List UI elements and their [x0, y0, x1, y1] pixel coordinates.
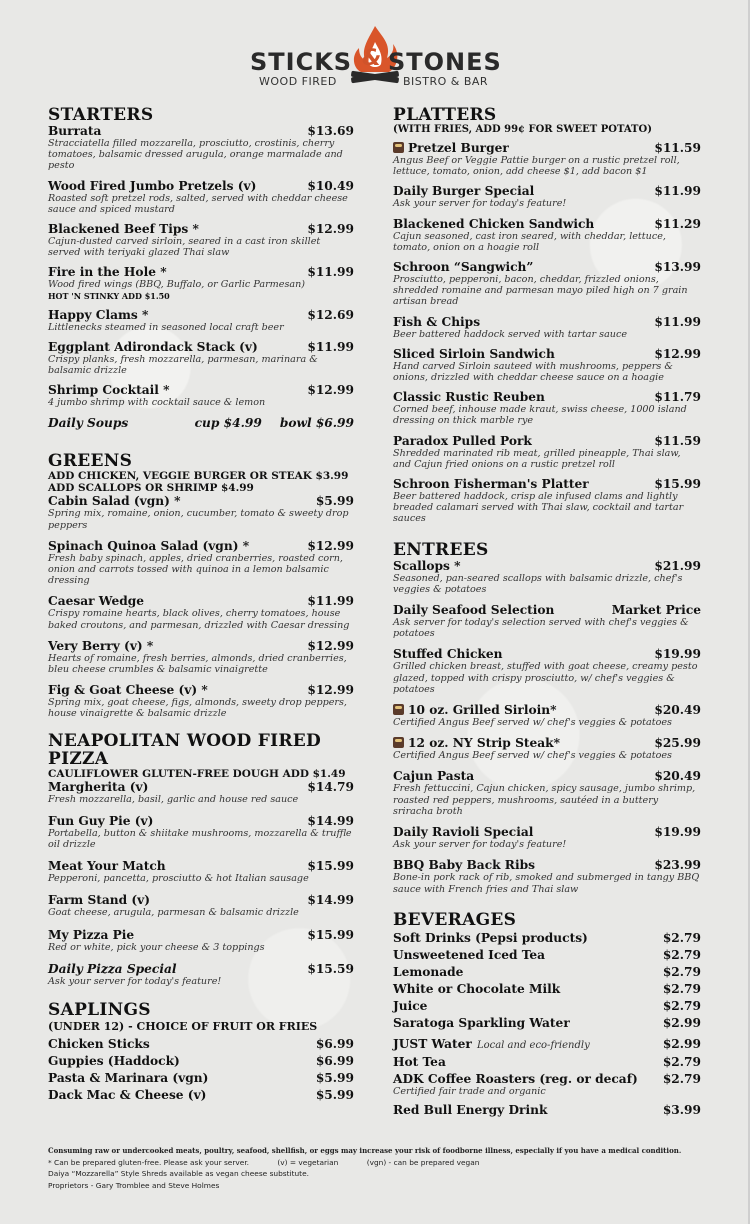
- item-name: Fig & Goat Cheese (v) *: [48, 683, 208, 698]
- item-inline-desc: Local and eco-friendly: [476, 1039, 590, 1051]
- beverage-item: [393, 1033, 701, 1052]
- item-name: Daily Seafood Selection: [393, 603, 555, 618]
- vegan-note: (vgn) - can be prepared vegan: [366, 1157, 480, 1167]
- menu-item: [393, 703, 701, 728]
- item-desc: Spring mix, goat cheese, figs, almonds, sweety drop peppers, house vinaigrette & balsamic drizzle: [48, 697, 347, 720]
- item-desc: Ask server for today's selection served with chef's veggies & potatoes: [393, 617, 689, 640]
- menu-item: [393, 559, 701, 595]
- item-name: Very Berry (v) *: [48, 638, 154, 653]
- item-name: Burrata: [48, 124, 102, 138]
- beverage-item: [393, 999, 701, 1013]
- item-desc: Angus Beef or Veggie Pattie burger on a rustic pretzel roll, lettuce, tomato, onion, add cheese $1, add bacon $1: [393, 155, 680, 178]
- item-name: Unsweetened Iced Tea: [393, 947, 546, 962]
- item-name: Pretzel Burger: [408, 141, 509, 155]
- item-desc: Grilled chicken breast, stuffed with goat cheese, creamy pesto glazed, topped with crispy prosciutto, w/ chef's veggies & potatoes: [393, 661, 698, 695]
- item-name: Daily Ravioli Special: [393, 825, 534, 840]
- item-desc: Beer battered haddock, crisp ale infused clams and lightly breaded calamari served with Thai slaw, cocktail and tartar sauces: [393, 491, 684, 525]
- beverage-item: [393, 982, 701, 996]
- item-desc: Seasoned, pan-seared scallops with balsamic drizzle, chef's veggies & potatoes: [393, 572, 683, 595]
- beverage-item: [393, 965, 701, 979]
- item-desc: Cajun-dusted carved sirloin, seared in a cast iron skillet served with teriyaki glazed Thai slaw: [48, 236, 321, 259]
- menu-item: [48, 780, 354, 805]
- right-column: [393, 106, 701, 1117]
- item-price: $2.79: [662, 981, 701, 996]
- menu-item: [48, 494, 354, 530]
- menu-item: [393, 769, 701, 817]
- item-note: HOT 'N STINKY ADD $1.50: [48, 290, 170, 301]
- item-name: Hot Tea: [393, 1054, 446, 1069]
- starters-section: [48, 106, 354, 430]
- item-price: $12.99: [307, 638, 354, 653]
- item-name: Guppies (Haddock): [48, 1054, 180, 1069]
- item-name: Schroon Fisherman's Platter: [393, 477, 589, 492]
- item-name: Cajun Pasta: [393, 769, 475, 784]
- item-name: Soft Drinks (Pepsi products): [393, 930, 588, 945]
- menu-item: [48, 265, 354, 300]
- item-name: Margherita (v): [48, 779, 149, 794]
- item-price: $19.99: [654, 825, 701, 840]
- item-name: Fire in the Hole *: [48, 265, 167, 280]
- menu-item: [393, 315, 701, 340]
- item-desc: Roasted soft pretzel rods, salted, served with cheddar cheese sauce and spiced mustard: [48, 192, 348, 215]
- menu-item: [48, 893, 354, 918]
- steak-icon: [393, 704, 404, 715]
- item-desc: Certified Angus Beef served w/ chef's veggies & potatoes: [393, 750, 672, 762]
- item-price: $19.99: [654, 647, 701, 662]
- item-price: $15.99: [307, 927, 354, 942]
- vegetarian-note: (v) = vegetarian: [277, 1157, 339, 1167]
- item-name: Classic Rustic Reuben: [393, 390, 545, 405]
- item-desc: Spring mix, romaine, onion, cucumber, tomato & sweety drop peppers: [48, 508, 349, 531]
- item-name: Sliced Sirloin Sandwich: [393, 346, 555, 361]
- item-desc: Corned beef, inhouse made kraut, swiss cheese, 1000 island dressing on thick marble rye: [393, 404, 687, 427]
- item-name: Daily Burger Special: [393, 184, 535, 199]
- item-name: Lemonade: [393, 964, 464, 979]
- item-price: $12.99: [307, 383, 354, 398]
- item-desc: Crispy planks, fresh mozzarella, parmesan, marinara & balsamic drizzle: [48, 353, 318, 377]
- item-price: $15.99: [654, 477, 701, 492]
- beverage-item: [393, 1055, 701, 1069]
- menu-item: [393, 736, 701, 761]
- item-name: Happy Clams *: [48, 307, 149, 322]
- menu-item: [393, 184, 701, 209]
- menu-item: [393, 260, 701, 308]
- soups-bowl-price: bowl $6.99: [279, 416, 354, 431]
- logo-word-stones: STONES: [388, 48, 502, 76]
- item-price: $2.79: [662, 930, 701, 945]
- item-name: Eggplant Adirondack Stack (v): [48, 339, 258, 354]
- item-desc: Bone-in pork rack of rib, smoked and submerged in tangy BBQ sauce with French fries and Thai slaw: [393, 872, 700, 895]
- item-name: Blackened Chicken Sandwich: [393, 216, 595, 231]
- steak-icon: [393, 737, 404, 748]
- item-price: $2.99: [662, 1015, 701, 1030]
- menu-item: [48, 1037, 354, 1051]
- menu-item: [48, 639, 354, 675]
- item-desc: Goat cheese, arugula, parmesan & balsamic drizzle: [48, 907, 299, 919]
- daily-soups-row: [48, 416, 354, 430]
- burger-icon: [393, 142, 404, 153]
- menu-item: [48, 179, 354, 215]
- item-price: $11.29: [654, 216, 701, 231]
- item-price: $11.99: [307, 339, 354, 354]
- item-name: JUST Water: [393, 1036, 472, 1051]
- item-price: $2.99: [662, 1036, 701, 1051]
- greens-section: [48, 452, 354, 719]
- item-price: $11.99: [307, 265, 354, 280]
- logo-ampersand: &: [362, 46, 383, 71]
- item-desc: Portabella, button & shiitake mushrooms, mozzarella & truffle oil drizzle: [48, 827, 352, 851]
- item-name: Scallops *: [393, 558, 461, 573]
- item-price: $2.79: [662, 947, 701, 962]
- item-name: Meat Your Match: [48, 859, 166, 874]
- item-price: $11.99: [307, 594, 354, 609]
- item-name: Fish & Chips: [393, 314, 481, 329]
- logo: [245, 28, 510, 98]
- item-price: $20.49: [654, 769, 701, 784]
- item-price: $2.79: [662, 964, 701, 979]
- item-price: Market Price: [611, 603, 701, 618]
- item-price: $13.99: [654, 260, 701, 275]
- item-desc: Littlenecks steamed in seasoned local craft beer: [48, 321, 284, 333]
- item-price: $11.59: [654, 141, 701, 155]
- item-desc: Wood fired wings (BBQ, Buffalo, or Garlic Parmesan): [48, 279, 306, 291]
- item-name: Cabin Salad (vgn) *: [48, 494, 181, 509]
- menu-item: [48, 928, 354, 953]
- item-name: Shrimp Cocktail *: [48, 383, 170, 398]
- item-price: $5.99: [315, 1071, 354, 1086]
- item-desc: Ask your server for today's feature!: [48, 975, 222, 987]
- item-name: Fun Guy Pie (v): [48, 813, 154, 828]
- item-name: Farm Stand (v): [48, 893, 151, 908]
- menu-item: [48, 594, 354, 630]
- daiya-note: Daiya “Mozzarella” Style Shreds available as vegan cheese substitute.: [48, 1169, 309, 1178]
- item-price: $3.99: [662, 1102, 701, 1117]
- menu-item: [393, 217, 701, 253]
- proprietors: Proprietors - Gary Tromblee and Steve Holmes: [48, 1180, 220, 1190]
- item-desc: Prosciutto, pepperoni, bacon, cheddar, frizzled onions, shredded romaine and parmesan mayo piled high on 7 grain artisan bread: [393, 274, 688, 308]
- item-price: $11.99: [654, 184, 701, 199]
- item-price: $2.79: [662, 1071, 701, 1086]
- item-price: $6.99: [315, 1037, 354, 1052]
- item-price: $20.49: [654, 703, 701, 718]
- menu-item: [48, 539, 354, 587]
- greens-title: GREENS: [48, 451, 133, 472]
- item-price: $5.99: [315, 494, 354, 509]
- menu-item: [48, 222, 354, 258]
- beverage-item: [393, 1016, 701, 1030]
- item-price: $11.59: [654, 433, 701, 448]
- menu-item: [48, 962, 354, 987]
- greens-addon-1: ADD CHICKEN, VEGGIE BURGER OR STEAK $3.99: [48, 470, 349, 483]
- item-desc: Stracciatella filled mozzarella, prosciutto, crostinis, cherry tomatoes, balsamic dressed arugula, orange marmalade and pesto: [48, 138, 343, 172]
- gluten-free-note: * Can be prepared gluten-free. Please ask your server.: [48, 1157, 250, 1167]
- soups-name: Daily Soups: [48, 416, 129, 431]
- item-price: $5.99: [315, 1088, 354, 1103]
- item-desc: Crispy romaine hearts, black olives, cherry tomatoes, house baked croutons, and parmesan, drizzled with Caesar dressing: [48, 608, 350, 631]
- starters-title: STARTERS: [48, 105, 154, 125]
- item-desc: 4 jumbo shrimp with cocktail sauce & lemon: [48, 397, 266, 409]
- soups-cup-price: cup $4.99: [194, 416, 262, 431]
- pizza-section: [48, 732, 354, 987]
- item-price: $12.69: [307, 307, 354, 322]
- item-price: $25.99: [654, 736, 701, 751]
- item-name: BBQ Baby Back Ribs: [393, 858, 535, 873]
- item-desc: Fresh mozzarella, basil, garlic and house red sauce: [48, 793, 299, 805]
- food-warning: Consuming raw or undercooked meats, poultry, seafood, shellfish, or eggs may increase your risk of foodborne illness, especially if you have a medical condition.: [48, 1146, 682, 1155]
- menu-item: [48, 1071, 354, 1085]
- beverages-title: BEVERAGES: [393, 909, 517, 930]
- item-price: $12.99: [307, 683, 354, 698]
- menu-item: [48, 1054, 354, 1068]
- item-price: $2.79: [662, 998, 701, 1013]
- beverage-item: [393, 1103, 701, 1117]
- menu-item: [393, 141, 701, 177]
- item-price: $12.99: [307, 538, 354, 553]
- dietary-legend: [48, 1157, 708, 1169]
- item-price: $15.59: [307, 961, 354, 976]
- item-price: $14.79: [307, 779, 354, 794]
- item-desc: Ask your server for today's feature!: [393, 198, 567, 210]
- item-name: Blackened Beef Tips *: [48, 222, 199, 237]
- item-desc: Ask your server for today's feature!: [393, 839, 567, 851]
- menu-item: [393, 603, 701, 639]
- item-name: Wood Fired Jumbo Pretzels (v): [48, 178, 257, 193]
- entrees-section: [393, 541, 701, 895]
- item-desc: Certified Angus Beef served w/ chef's veggies & potatoes: [393, 717, 672, 729]
- item-name: Daily Pizza Special: [48, 961, 177, 976]
- item-desc: Hearts of romaine, fresh berries, almonds, dried cranberries, bleu cheese crumbles & balsamic vinaigrette: [48, 652, 347, 676]
- beverage-item: [393, 948, 701, 962]
- item-desc: Hand carved Sirloin sauteed with mushrooms, peppers & onions, drizzled with cheddar cheese sauce on a hoagie: [393, 360, 673, 384]
- menu-item: [393, 858, 701, 894]
- item-price: $14.99: [307, 813, 354, 828]
- beverage-item: [393, 1072, 701, 1097]
- item-name: Caesar Wedge: [48, 594, 145, 609]
- item-name: Saratoga Sparkling Water: [393, 1015, 570, 1030]
- item-desc: Shredded marinated rib meat, grilled pineapple, Thai slaw, and Cajun fried onions on a rustic pretzel roll: [393, 447, 681, 470]
- item-price: $12.99: [654, 346, 701, 361]
- item-name: White or Chocolate Milk: [393, 981, 561, 996]
- menu-item: [393, 647, 701, 695]
- item-price: $14.99: [307, 893, 354, 908]
- platters-sub: (WITH FRIES, ADD 99¢ FOR SWEET POTATO): [393, 124, 652, 135]
- beverages-section: [393, 911, 701, 1117]
- item-price: $15.99: [307, 859, 354, 874]
- item-name: Pasta & Marinara (vgn): [48, 1071, 209, 1086]
- item-name: Juice: [393, 998, 428, 1013]
- item-name: Paradox Pulled Pork: [393, 433, 532, 448]
- platters-section: [393, 106, 701, 525]
- menu-item: [393, 390, 701, 426]
- menu-item: [48, 308, 354, 333]
- item-desc: Pepperoni, pancetta, prosciutto & hot Italian sausage: [48, 873, 309, 885]
- item-price: $2.79: [662, 1054, 701, 1069]
- footer: [48, 1145, 708, 1191]
- left-column: [48, 106, 354, 1102]
- saplings-title: SAPLINGS: [48, 1000, 151, 1021]
- item-name: ADK Coffee Roasters (reg. or decaf): [393, 1071, 638, 1086]
- menu-item: [393, 825, 701, 850]
- item-name: Stuffed Chicken: [393, 647, 503, 662]
- item-desc: Beer battered haddock served with tartar sauce: [393, 328, 628, 340]
- menu-item: [393, 477, 701, 525]
- item-desc: Fresh baby spinach, apples, dried cranberries, roasted corn, onion and carrots tossed with quinoa in a lemon balsamic dressing: [48, 552, 343, 587]
- menu-item: [48, 383, 354, 408]
- item-name: Chicken Sticks: [48, 1037, 150, 1052]
- item-name: 10 oz. Grilled Sirloin*: [408, 703, 557, 718]
- menu-item: [393, 347, 701, 383]
- pizza-addon: CAULIFLOWER GLUTEN-FREE DOUGH ADD $1.49: [48, 767, 346, 780]
- item-price: $12.99: [307, 222, 354, 237]
- greens-addon-2: ADD SCALLOPS OR SHRIMP $4.99: [48, 482, 254, 495]
- item-price: $23.99: [654, 858, 701, 873]
- menu-item: [48, 1088, 354, 1102]
- item-name: Red Bull Energy Drink: [393, 1102, 548, 1117]
- item-price: $6.99: [315, 1054, 354, 1069]
- menu-item: [48, 683, 354, 719]
- logo-word-sticks: STICKS: [250, 48, 353, 76]
- pizza-title: NEAPOLITAN WOOD FIRED PIZZA: [48, 730, 322, 769]
- item-price: $13.69: [307, 124, 354, 138]
- item-name: Dack Mac & Cheese (v): [48, 1088, 207, 1103]
- item-name: 12 oz. NY Strip Steak*: [408, 736, 560, 751]
- menu-item: [48, 814, 354, 850]
- item-name: Schroon “Sangwich”: [393, 260, 534, 275]
- item-price: $10.49: [307, 178, 354, 193]
- item-price: $11.99: [654, 314, 701, 329]
- menu-item: [48, 124, 354, 172]
- menu-item: [393, 434, 701, 470]
- item-price: $21.99: [654, 558, 701, 573]
- item-desc: Red or white, pick your cheese & 3 toppings: [48, 941, 265, 953]
- menu-item: [48, 859, 354, 884]
- saplings-section: [48, 1001, 354, 1102]
- menu-item: [48, 340, 354, 376]
- platters-title: PLATTERS: [393, 105, 497, 125]
- logo-sub-right: BISTRO & BAR: [403, 75, 489, 88]
- item-price: $11.79: [654, 390, 701, 405]
- entrees-title: ENTREES: [393, 539, 489, 560]
- saplings-sub: (UNDER 12) - CHOICE OF FRUIT OR FRIES: [48, 1020, 318, 1034]
- beverage-item: [393, 931, 701, 945]
- item-desc: Certified fair trade and organic: [393, 1085, 546, 1097]
- item-desc: Cajun seasoned, cast iron seared, with cheddar, lettuce, tomato, onion on a hoagie roll: [393, 230, 666, 253]
- item-name: My Pizza Pie: [48, 927, 135, 942]
- item-desc: Fresh fettuccini, Cajun chicken, spicy sausage, jumbo shrimp, roasted red peppers, mushrooms, sautéed in a buttery sriracha broth: [393, 783, 696, 817]
- logo-sub-left: WOOD FIRED: [259, 75, 337, 88]
- item-name: Spinach Quinoa Salad (vgn) *: [48, 538, 250, 553]
